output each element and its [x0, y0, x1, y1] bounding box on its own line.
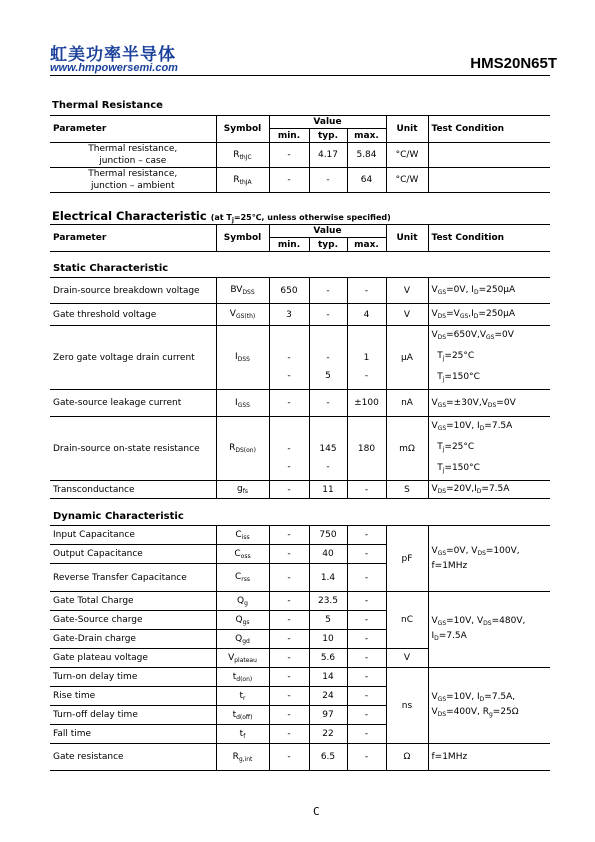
col-typ: typ. [309, 129, 347, 143]
symbol-cell: $C_{rss}$ [216, 564, 269, 592]
test-cell: $V_{GS}=\pm 30V,V_{DS}=0V$ [428, 390, 550, 417]
typ-cell: 750 [309, 526, 347, 545]
symbol-cell: $BV_{DSS}$ [216, 278, 269, 304]
test-cell: $V_{GS}=10V$, $I_D=7.5A$, $V_{DS}=400V$, $R_g=25\Omega$ [428, 668, 550, 744]
max-cell: 5.84 [347, 143, 386, 168]
table-row [50, 326, 550, 390]
unit-cell: μA [386, 326, 428, 390]
typ-cell: 6.5 [309, 744, 347, 771]
typ-cell: 145 - [309, 417, 347, 481]
table-row [50, 592, 550, 611]
unit-cell: V [386, 304, 428, 326]
min-cell: - - [269, 417, 309, 481]
unit-cell: V [386, 649, 428, 668]
symbol-cell: $R_{g,int}$ [216, 744, 269, 771]
max-cell: 1 - [347, 326, 386, 390]
min-cell: 3 [269, 304, 309, 326]
symbol-cell: $t_{d(off)}$ [216, 706, 269, 725]
company-website: www.hmpowersemi.com [50, 62, 178, 74]
header-divider [50, 75, 550, 76]
typ-cell: 1.4 [309, 564, 347, 592]
param-cell: Transconductance [50, 481, 216, 499]
part-number: HMS20N65T [470, 55, 557, 72]
symbol-cell: $g_{fs}$ [216, 481, 269, 499]
max-cell: - [347, 725, 386, 744]
max-cell: - [347, 545, 386, 564]
table-row [50, 744, 550, 771]
table-row [50, 304, 550, 326]
test-cell: $V_{DS}=V_{GS},I_D=250\mu A$ [428, 304, 550, 326]
symbol-cell: $I_{DSS}$ [216, 326, 269, 390]
typ-cell: - [309, 168, 347, 193]
table-row [50, 278, 550, 304]
max-cell: ±100 [347, 390, 386, 417]
min-cell: - - [269, 326, 309, 390]
col-typ: typ. [309, 238, 347, 252]
col-max: max. [347, 129, 386, 143]
col-value: Value [269, 116, 386, 129]
col-symbol: Symbol [216, 225, 269, 252]
table-row [50, 417, 550, 481]
col-min: min. [269, 129, 309, 143]
col-min: min. [269, 238, 309, 252]
typ-cell: 5.6 [309, 649, 347, 668]
min-cell: - [269, 630, 309, 649]
test-cell: $V_{DS}=650V,V_{GS}=0V$ $T_j=25^\circ C$ $T_j=150^\circ C$ [428, 326, 550, 390]
unit-cell: S [386, 481, 428, 499]
typ-cell: - 5 [309, 326, 347, 390]
typ-cell: 11 [309, 481, 347, 499]
typ-cell: 24 [309, 687, 347, 706]
symbol-cell: $Q_g$ [216, 592, 269, 611]
min-cell: - [269, 526, 309, 545]
table-row [50, 526, 550, 545]
typ-cell: 10 [309, 630, 347, 649]
param-cell: Drain-source on-state resistance [50, 417, 216, 481]
test-cell [428, 168, 550, 193]
test-cell: $V_{GS}=0V$, $I_D=250\mu A$ [428, 278, 550, 304]
unit-cell: ns [386, 668, 428, 744]
param-cell: Zero gate voltage drain current [50, 326, 216, 390]
param-cell: Fall time [50, 725, 216, 744]
min-cell: - [269, 668, 309, 687]
max-cell: - [347, 278, 386, 304]
col-test-condition: Test Condition [428, 116, 550, 143]
min-cell: - [269, 649, 309, 668]
test-cell: $V_{GS}=10V$, $V_{DS}=480V$, $I_D=7.5A$ [428, 592, 550, 668]
max-cell: - [347, 687, 386, 706]
max-cell: - [347, 611, 386, 630]
param-cell: Turn-on delay time [50, 668, 216, 687]
col-parameter: Parameter [50, 225, 216, 252]
page-number: C [313, 805, 320, 818]
param-cell: Rise time [50, 687, 216, 706]
max-cell: - [347, 649, 386, 668]
typ-cell: - [309, 390, 347, 417]
symbol-cell: $t_f$ [216, 725, 269, 744]
param-cell: Input Capacitance [50, 526, 216, 545]
param-cell: Gate-Drain charge [50, 630, 216, 649]
symbol-cell: $Q_{gd}$ [216, 630, 269, 649]
param-cell: Turn-off delay time [50, 706, 216, 725]
unit-cell: V [386, 278, 428, 304]
symbol-cell: $V_{GS(th)}$ [216, 304, 269, 326]
electrical-section-title: Electrical Characteristic (at $T_j=25℃$, unless otherwise specified) [52, 209, 391, 224]
table-row [50, 668, 550, 687]
max-cell: - [347, 564, 386, 592]
table-row [50, 168, 550, 193]
param-cell: Output Capacitance [50, 545, 216, 564]
max-cell: - [347, 630, 386, 649]
max-cell: 180 [347, 417, 386, 481]
max-cell: - [347, 744, 386, 771]
typ-cell: 40 [309, 545, 347, 564]
symbol-cell: $t_{d(on)}$ [216, 668, 269, 687]
col-value: Value [269, 225, 386, 238]
min-cell: - [269, 481, 309, 499]
typ-cell: 5 [309, 611, 347, 630]
thermal-section-title: Thermal Resistance [52, 100, 163, 111]
param-cell: Gate Total Charge [50, 592, 216, 611]
dynamic-section-title: Dynamic Characteristic [50, 499, 550, 526]
max-cell: 64 [347, 168, 386, 193]
param-cell: Gate resistance [50, 744, 216, 771]
param-cell: Gate threshold voltage [50, 304, 216, 326]
col-unit: Unit [386, 225, 428, 252]
symbol-cell: $C_{iss}$ [216, 526, 269, 545]
max-cell: - [347, 668, 386, 687]
symbol-cell: $R_{thJA}$ [216, 168, 269, 193]
min-cell: 650 [269, 278, 309, 304]
min-cell: - [269, 390, 309, 417]
static-section-title: Static Characteristic [50, 252, 550, 278]
electrical-table [50, 224, 550, 771]
test-cell: f=1MHz [428, 744, 550, 771]
symbol-cell: $Q_{gs}$ [216, 611, 269, 630]
min-cell: - [269, 744, 309, 771]
param-cell: Drain-source breakdown voltage [50, 278, 216, 304]
typ-cell: 14 [309, 668, 347, 687]
min-cell: - [269, 611, 309, 630]
symbol-cell: $t_r$ [216, 687, 269, 706]
param-cell: Thermal resistance, junction – case [50, 143, 216, 168]
unit-cell: °C/W [386, 143, 428, 168]
min-cell: - [269, 564, 309, 592]
col-symbol: Symbol [216, 116, 269, 143]
unit-cell: °C/W [386, 168, 428, 193]
typ-cell: 23.5 [309, 592, 347, 611]
typ-cell: - [309, 304, 347, 326]
min-cell: - [269, 168, 309, 193]
max-cell: 4 [347, 304, 386, 326]
typ-cell: 4.17 [309, 143, 347, 168]
min-cell: - [269, 687, 309, 706]
typ-cell: 22 [309, 725, 347, 744]
max-cell: - [347, 481, 386, 499]
symbol-cell: $I_{GSS}$ [216, 390, 269, 417]
company-logo-text: 虹美功率半导体 [50, 45, 176, 65]
param-cell: Thermal resistance, junction – ambient [50, 168, 216, 193]
symbol-cell: $R_{DS(on)}$ [216, 417, 269, 481]
symbol-cell: $V_{plateau}$ [216, 649, 269, 668]
min-cell: - [269, 706, 309, 725]
test-cell: $V_{GS}=0V$, $V_{DS}=100V$, f=1MHz [428, 526, 550, 592]
test-cell: $V_{GS}=10V$, $I_D=7.5A$ $T_j=25^\circ C$ $T_j=150^\circ C$ [428, 417, 550, 481]
max-cell: - [347, 706, 386, 725]
unit-cell: mΩ [386, 417, 428, 481]
col-parameter: Parameter [50, 116, 216, 143]
test-cell [428, 143, 550, 168]
min-cell: - [269, 592, 309, 611]
col-test-condition: Test Condition [428, 225, 550, 252]
unit-cell: pF [386, 526, 428, 592]
symbol-cell: $C_{oss}$ [216, 545, 269, 564]
unit-cell: nA [386, 390, 428, 417]
min-cell: - [269, 143, 309, 168]
min-cell: - [269, 725, 309, 744]
param-cell: Gate-source leakage current [50, 390, 216, 417]
unit-cell: Ω [386, 744, 428, 771]
unit-cell: nC [386, 592, 428, 649]
max-cell: - [347, 592, 386, 611]
max-cell: - [347, 526, 386, 545]
param-cell: Gate-Source charge [50, 611, 216, 630]
param-cell: Reverse Transfer Capacitance [50, 564, 216, 592]
table-row [50, 481, 550, 499]
typ-cell: 97 [309, 706, 347, 725]
test-cell: $V_{DS}=20V,I_D=7.5A$ [428, 481, 550, 499]
typ-cell: - [309, 278, 347, 304]
symbol-cell: $R_{thJC}$ [216, 143, 269, 168]
col-unit: Unit [386, 116, 428, 143]
table-row [50, 143, 550, 168]
col-max: max. [347, 238, 386, 252]
table-row [50, 390, 550, 417]
min-cell: - [269, 545, 309, 564]
thermal-table [50, 115, 550, 193]
param-cell: Gate plateau voltage [50, 649, 216, 668]
